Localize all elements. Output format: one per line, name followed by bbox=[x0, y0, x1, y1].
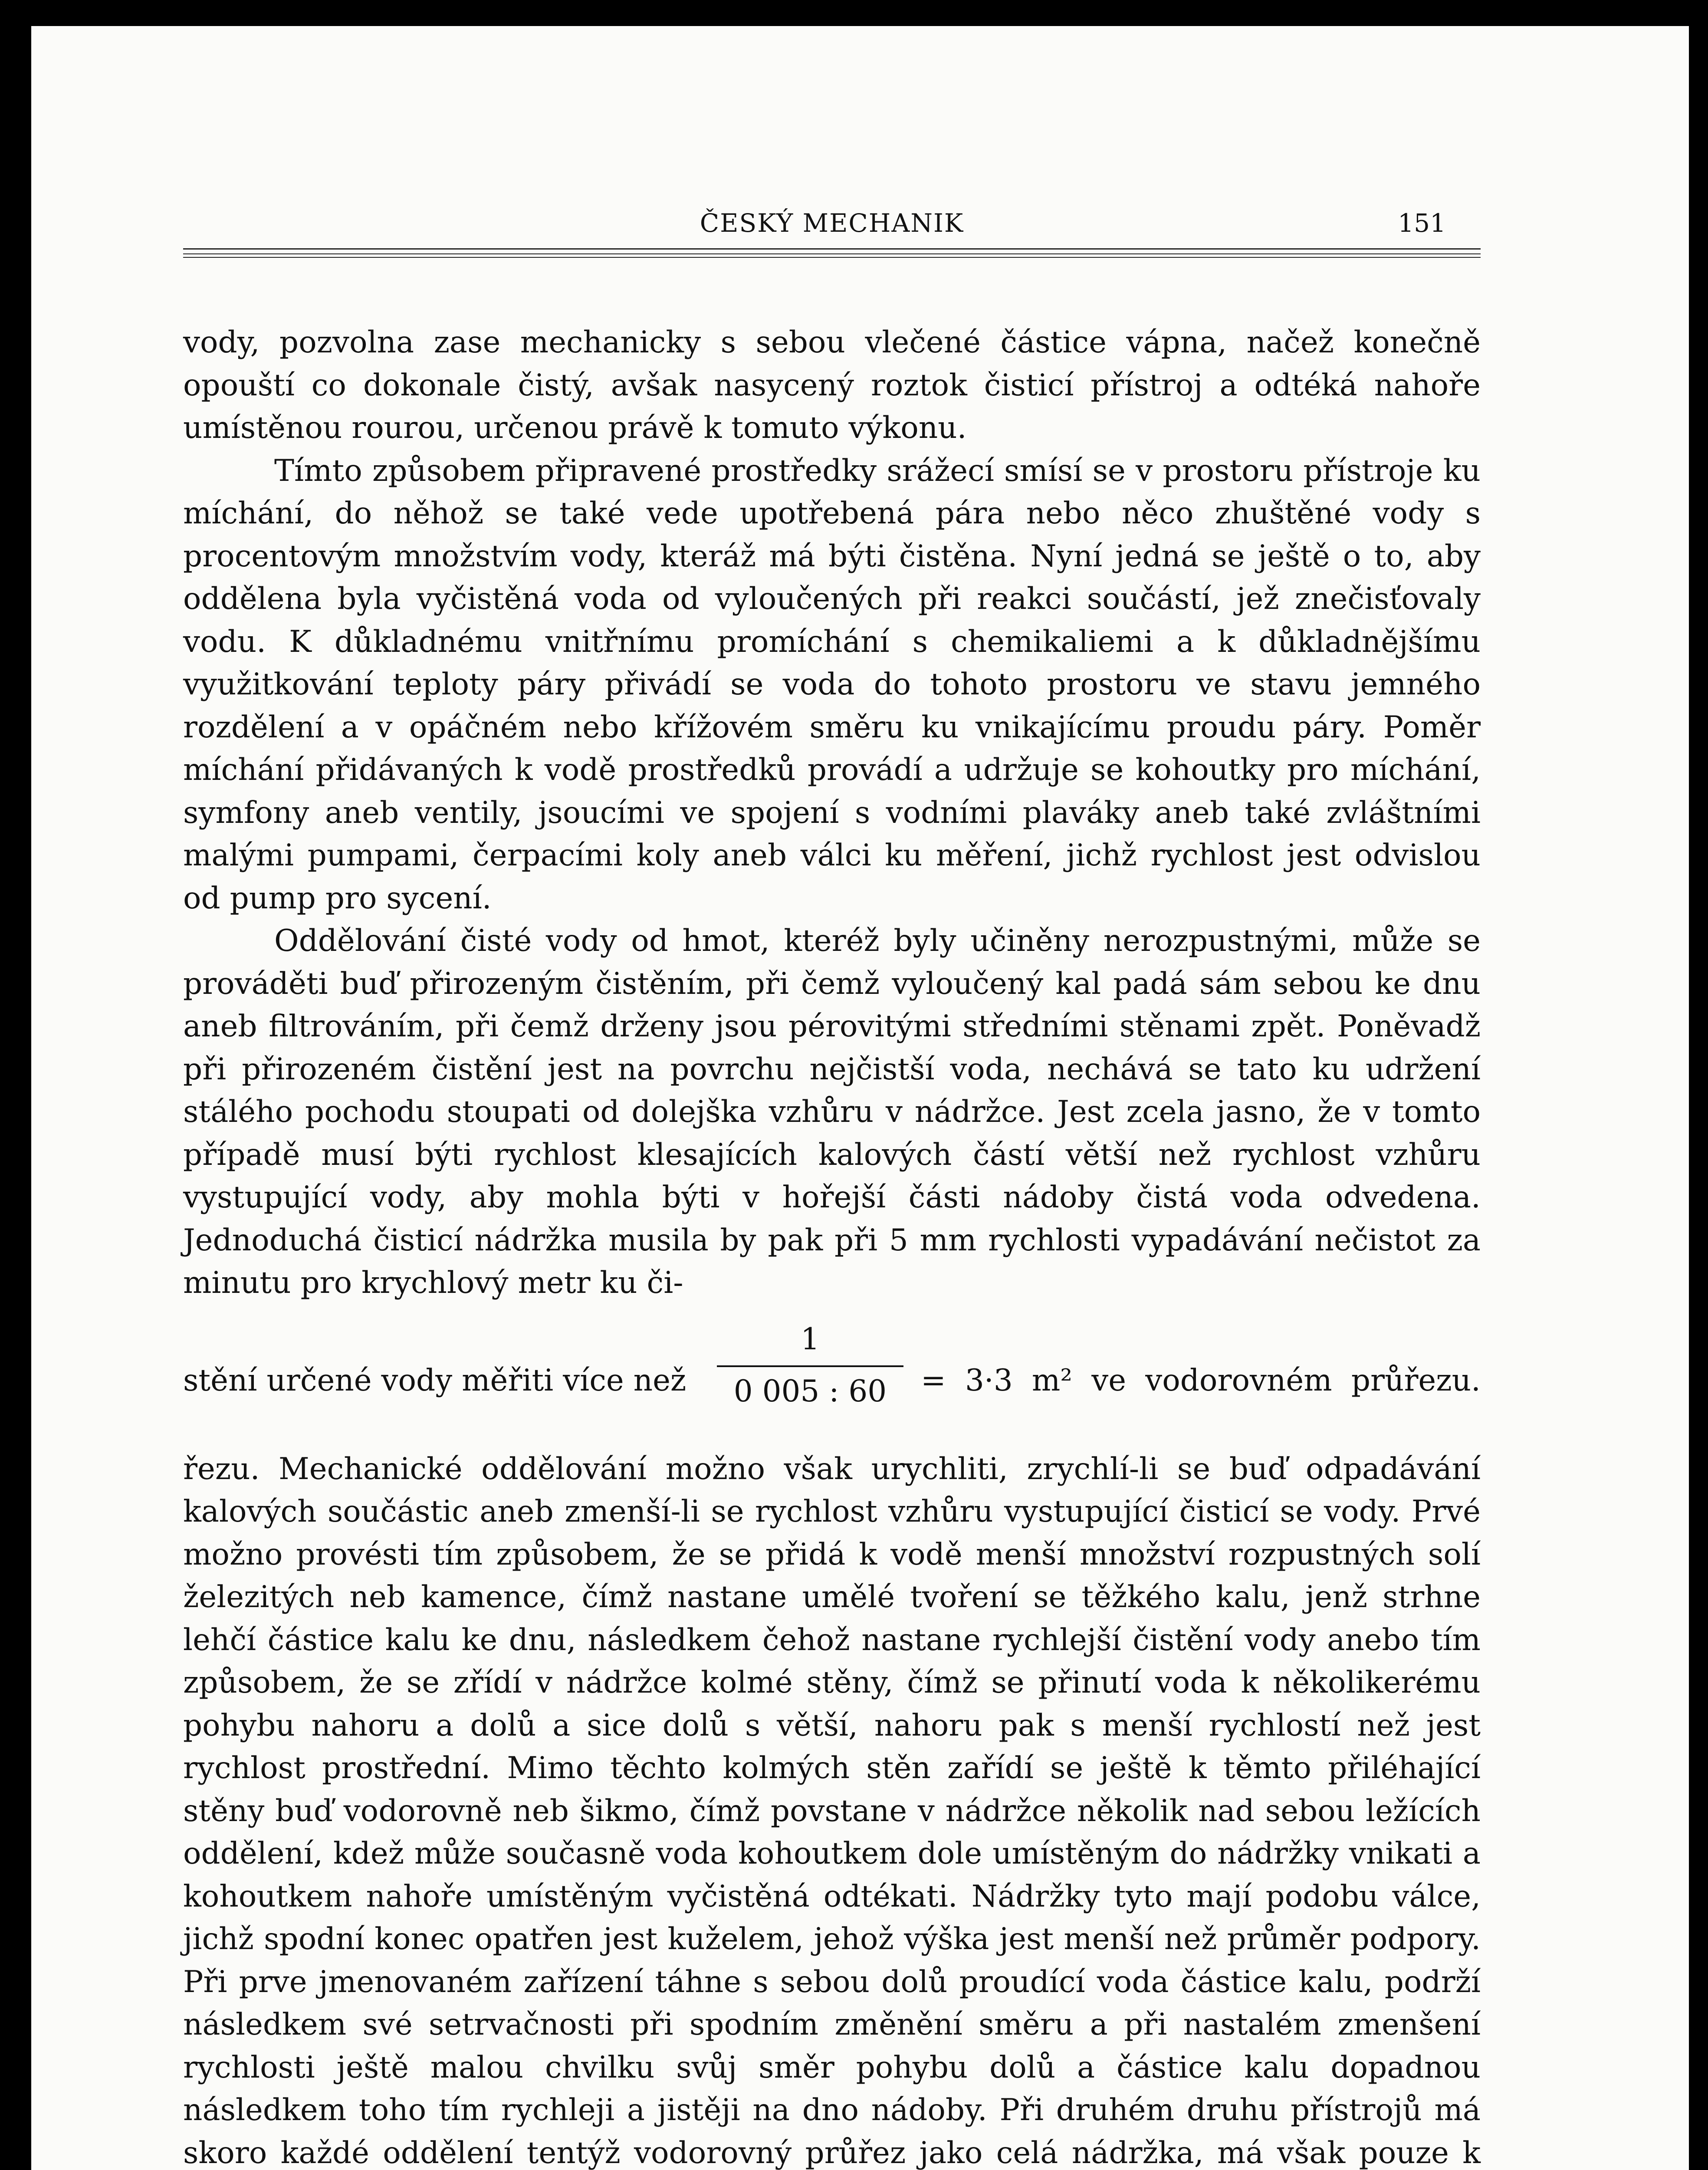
header-rule bbox=[183, 253, 1481, 254]
paragraph: vody, pozvolna zase mechanicky s sebou vlečené částice vápna, načež konečně opouští co dokonale čistý, avšak nasycený roztok čisticí přístroj a odtéká nahoře umístěnou rourou, určenou právě k tomuto výkonu. bbox=[183, 325, 1481, 445]
formula-result-text: = 3·3 m² ve vodorovném průřezu. bbox=[921, 1363, 1481, 1398]
header-rule bbox=[183, 248, 1481, 250]
fraction-denominator: 0 005 : 60 bbox=[733, 1374, 887, 1409]
body-text bbox=[183, 321, 1481, 2170]
paragraph: řezu. Mechanické oddělování možno však urychliti, zrychlí-li se buď odpadávání kalových součástic aneb zmenší-li se rychlost vzhůru vystupující čisticí se vody. Prvé možno provésti tím způsobem, že se přidá k vodě menší množství rozpustných solí železitých neb kamence, čímž nastane umělé tvoření se těžkého kalu, jenž strhne lehčí částice kalu ke dnu, následkem čehož nastane rychlejší čistění vody anebo tím způsobem, že se zřídí v nádržce kolmé stěny, čímž se přinutí voda k několikerému pohybu nahoru a dolů a sice dolů s větší, nahoru pak s menší rychlostí než jest rychlost prostřední. Mimo těchto kolmých stěn zařídí se ještě k těmto přiléhající stěny buď vodorovně neb šikmo, čímž povstane v nádržce několik nad sebou ležících oddělení, kdež může současně voda kohoutkem dole umístěným do nádržky vnikati a kohoutkem nahoře umístěným vyčistěná odtékati. Nádržky tyto mají podobu válce, jichž spodní konec opatřen jest kuželem, jehož výška jest menší než průměr podpory. Při prve jmenovaném zařízení táhne s sebou dolů proudící voda částice kalu, podrží následkem své setrvačnosti při spodním změnění směru a při nastalém zmenšení rychlosti ještě malou chvilku svůj směr pohybu dolů a částice kalu dopadnou následkem toho tím rychleji a jistěji na dno nádoby. Při druhém druhu přístrojů má skoro každé oddělení tentýž vodorovný průřez jako celá nádržka, má však pouze k bbox=[183, 1451, 1481, 2170]
running-title: ČESKÝ MECHANIK bbox=[700, 208, 964, 238]
paragraph: Oddělování čisté vody od hmot, kteréž byly učiněny nerozpustnými, může se prováděti buď přirozeným čistěním, při čemž vyloučený kal padá sám sebou ke dnu aneb filtrováním, při čemž drženy jsou pérovitými středními stěnami zpět. Poněvadž při přirozeném čistění jest na povrchu nejčistší voda, nechává se tato ku udržení stálého pochodu stoupati od dolejška vzhůru v nádržce. Jest zcela jasno, že v tomto případě musí býti rychlost klesajících kalových částí větší než rychlost vzhůru vystupující vody, aby mohla býti v hořejší části nádoby čistá voda odvedena. Jednoduchá čisticí nádržka musila by pak při 5 mm rychlosti vypadávání nečistot za minutu pro krychlový metr ku či- bbox=[183, 924, 1481, 1300]
page-header bbox=[183, 208, 1481, 273]
scanned-page bbox=[31, 26, 1689, 2170]
formula-lead-text: stění určené vody měřiti více než bbox=[183, 1363, 686, 1398]
paragraph: Tímto způsobem připravené prostředky srážecí smísí se v prostoru přístroje ku míchání, do něhož se také vede upotřebená pára nebo něco zhuštěné vody s procentovým množstvím vody, kteráž má býti čistěna. Nyní jedná se ještě o to, aby oddělena byla vyčistěná voda od vyloučených při reakci součástí, jež znečisťovaly vodu. K důkladnému vnitřnímu promíchání s chemikaliemi a k důkladnějšímu využitkování teploty páry přivádí se voda do tohoto prostoru ve stavu jemného rozdělení a v opáčném nebo křížovém směru ku vnikajícímu proudu páry. Poměr míchání přidávaných k vodě prostředků provádí a udržuje se kohoutky pro míchání, symfony aneb ventily, jsoucími ve spojení s vodními plaváky aneb také zvláštními malými pumpami, čerpacími koly aneb válci ku měření, jichž rychlost jest odvislou od pump pro sycení. bbox=[183, 453, 1481, 916]
fraction-numerator: 1 bbox=[801, 1322, 820, 1357]
header-rule bbox=[183, 257, 1481, 258]
formula-line bbox=[183, 1318, 1481, 1448]
fraction-bar bbox=[717, 1365, 903, 1367]
page-number: 151 bbox=[1398, 208, 1446, 238]
fraction bbox=[717, 1318, 903, 1413]
